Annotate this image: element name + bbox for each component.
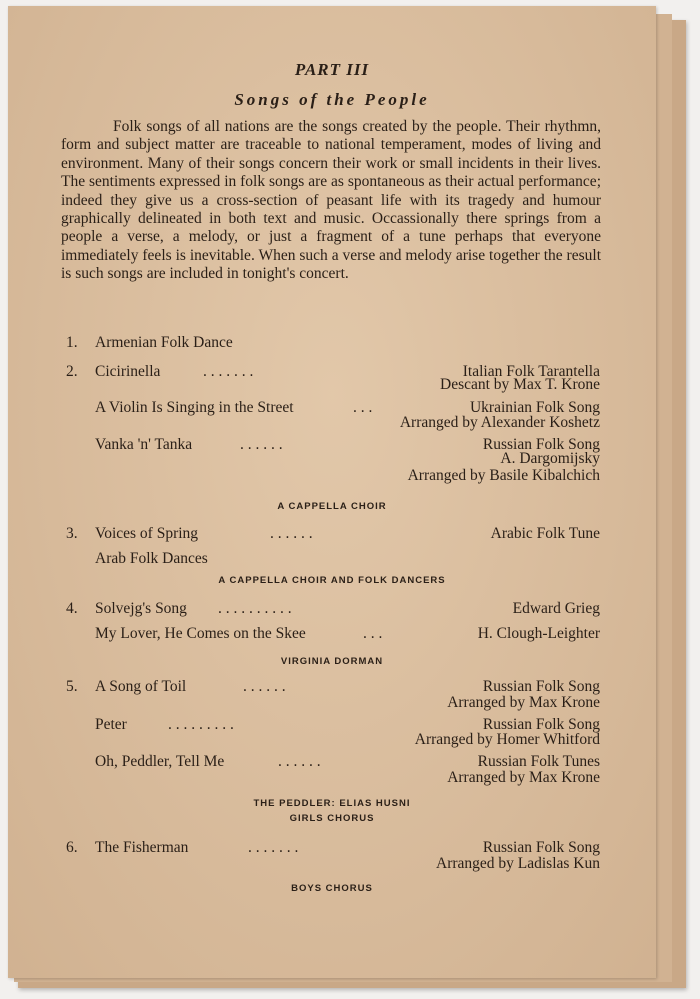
item-number: 4. bbox=[66, 600, 78, 617]
item-number: 2. bbox=[66, 363, 78, 380]
item-credit: Italian Folk Tarantella bbox=[462, 363, 600, 380]
leader-dots: . . . . . . bbox=[270, 525, 313, 542]
item-number: 5. bbox=[66, 678, 78, 695]
item-title: A Song of Toil bbox=[95, 678, 187, 695]
item-credit: Russian Folk Song bbox=[482, 436, 600, 453]
item-credit: Russian Folk Song bbox=[482, 716, 600, 733]
item-credit: Arranged by Alexander Koshetz bbox=[399, 414, 600, 431]
item-credit: Russian Folk Song bbox=[482, 839, 600, 856]
intro-text: Folk songs of all nations are the songs created by the people. Their rhythmn, form and subject matter are traceable to national temperament, modes of living and environment. Many of their songs concern their work or small incidents in their lives. The sentiments expressed in folk songs are as spontaneous as their actual performance; indeed they give us a cross-section of peasant life with its tragedy and humour graphically delineated in both text and music. Occassionally there springs from a people a verse, a melody, or just a fragment of a tune perhaps that everyone immediately feels is inevitable. When such a verse and melody arise together the result is such songs are included in tonight's concert. bbox=[61, 118, 601, 283]
item-title: Armenian Folk Dance bbox=[95, 334, 233, 351]
performer-label: VIRGINIA DORMAN bbox=[280, 656, 384, 667]
leader-dots: . . . . . . . . . bbox=[168, 716, 234, 733]
item-number: 6. bbox=[66, 839, 78, 856]
item-credit: Arranged by Homer Whitford bbox=[414, 731, 600, 748]
item-title: Cicirinella bbox=[95, 363, 161, 380]
performer-label: THE PEDDLER: ELIAS HUSNI bbox=[253, 798, 411, 809]
item-credit: Russian Folk Song bbox=[482, 678, 600, 695]
intro-paragraph bbox=[61, 118, 601, 284]
part-title: PART III bbox=[294, 60, 370, 79]
leader-dots: . . . . . . . . . . bbox=[218, 600, 292, 617]
item-credit: Arranged by Basile Kibalchich bbox=[407, 467, 600, 484]
item-title: The Fisherman bbox=[95, 839, 189, 856]
leader-dots: . . . bbox=[353, 399, 373, 416]
leader-dots: . . . . . . . bbox=[203, 363, 254, 380]
leader-dots: . . . bbox=[363, 625, 383, 642]
leader-dots: . . . . . . bbox=[240, 436, 283, 453]
performer-label: A CAPPELLA CHOIR AND FOLK DANCERS bbox=[218, 575, 446, 586]
performer-label: BOYS CHORUS bbox=[291, 883, 373, 894]
item-credit: Arranged by Max Krone bbox=[447, 694, 600, 711]
item-credit: Descant by Max T. Krone bbox=[440, 376, 600, 393]
item-title: Peter bbox=[95, 716, 127, 733]
leader-dots: . . . . . . bbox=[243, 678, 286, 695]
item-credit: Arabic Folk Tune bbox=[490, 525, 600, 542]
program-page bbox=[8, 6, 656, 978]
leader-dots: . . . . . . bbox=[278, 753, 321, 770]
item-number: 3. bbox=[66, 525, 78, 542]
item-title: Oh, Peddler, Tell Me bbox=[95, 753, 225, 770]
item-title: Arab Folk Dances bbox=[95, 550, 208, 567]
item-title: My Lover, He Comes on the Skee bbox=[95, 625, 306, 642]
item-credit: Arranged by Ladislas Kun bbox=[436, 855, 600, 872]
performer-label: GIRLS CHORUS bbox=[289, 813, 375, 824]
item-credit: Edward Grieg bbox=[512, 600, 600, 617]
section-subtitle: Songs of the People bbox=[234, 90, 430, 109]
item-title: Solvejg's Song bbox=[95, 600, 187, 617]
item-title: Voices of Spring bbox=[95, 525, 199, 542]
item-number: 1. bbox=[66, 334, 78, 351]
item-credit: Ukrainian Folk Song bbox=[469, 399, 600, 416]
item-credit: Arranged by Max Krone bbox=[447, 769, 600, 786]
item-title: Vanka 'n' Tanka bbox=[95, 436, 193, 453]
item-credit: H. Clough-Leighter bbox=[477, 625, 600, 642]
item-title: A Violin Is Singing in the Street bbox=[95, 399, 294, 416]
item-credit: A. Dargomijsky bbox=[500, 450, 600, 467]
leader-dots: . . . . . . . bbox=[248, 839, 299, 856]
item-credit: Russian Folk Tunes bbox=[477, 753, 600, 770]
performer-label: A CAPPELLA CHOIR bbox=[277, 501, 387, 512]
